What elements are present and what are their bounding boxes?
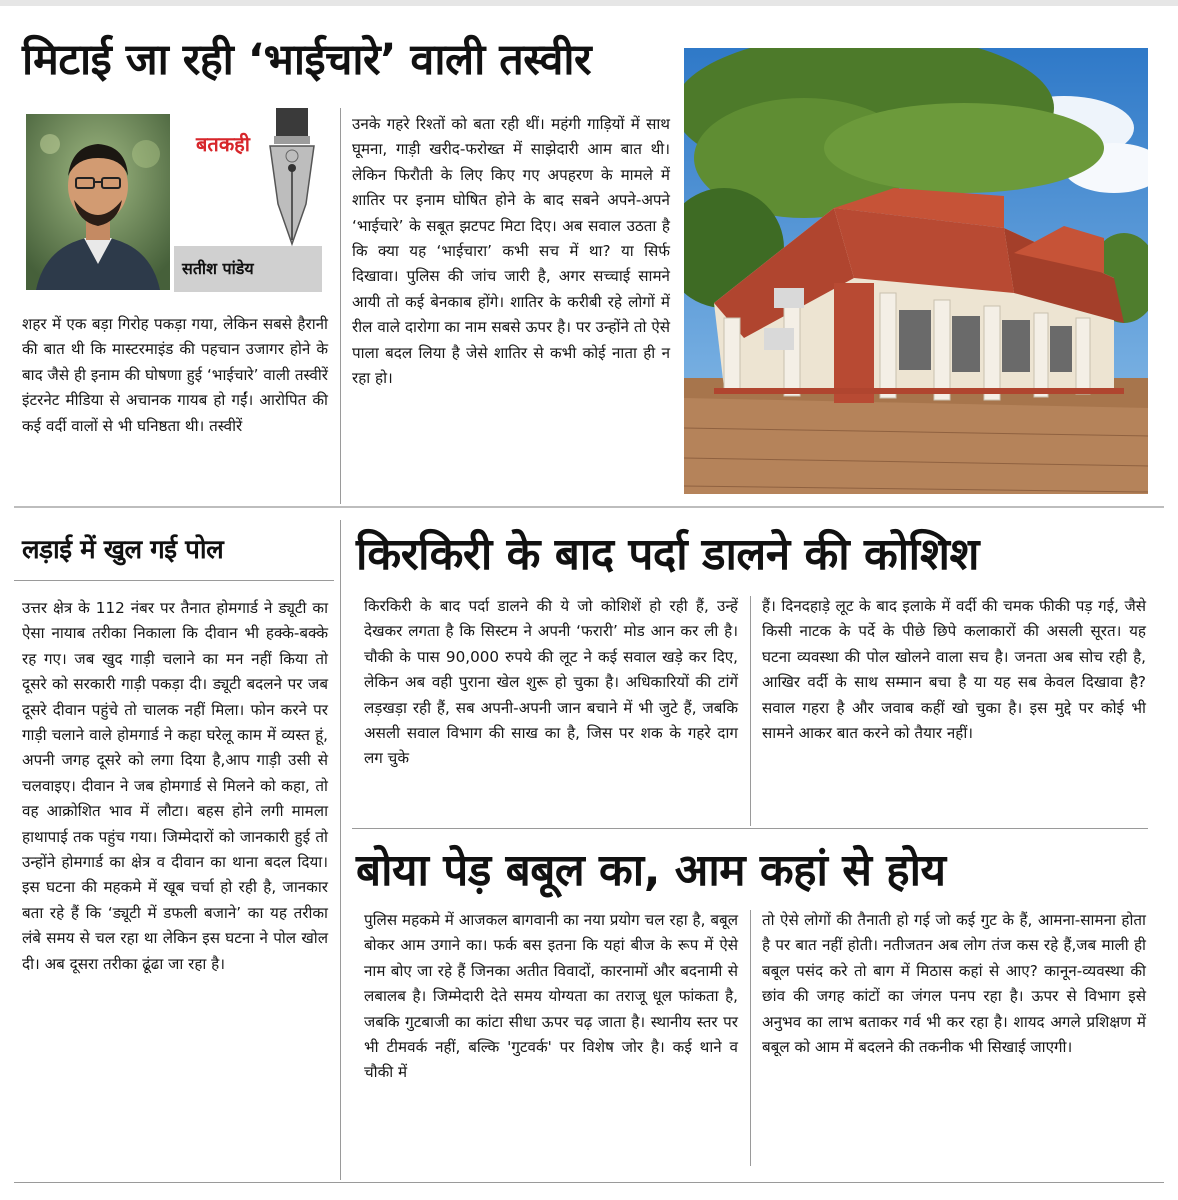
section-divider (14, 506, 1164, 508)
column-rule (340, 520, 341, 1180)
story3-column2 (762, 594, 1146, 746)
story3-text2: हैं। दिनदहाड़े लूट के बाद इलाके में वर्दी की चमक फीकी पड़ गई, जैसे किसी नाटक के पर्दे के पीछे छिपे कलाकारों की असली सूरत। यह घटना व्यवस्था की पोल खोलने वाला सच है। जनता अब सोच रही है, आखिर वर्दी के साथ सम्मान बचा है या यह सब केवल दिखावा है? सवाल गहरा है और जवाब कहीं खो चुका है। इस मुद्दे पर कोई भी सामने आकर बात करने को तैयार नहीं। (762, 597, 1146, 743)
story2-column (22, 596, 328, 977)
author-name: सतीश पांडेय (182, 259, 254, 278)
page-bottom-rule (14, 1182, 1164, 1183)
section-divider (352, 828, 1148, 829)
story1-column1 (22, 312, 328, 439)
columnist-portrait (26, 114, 170, 290)
story4-column2 (762, 908, 1146, 1060)
column-tag: बतकही (196, 132, 250, 156)
story1-column2 (352, 112, 670, 391)
story3-column1 (364, 594, 738, 772)
column-rule (750, 910, 751, 1166)
photo-police-station-building (684, 48, 1148, 494)
fountain-pen-nib-icon (262, 108, 322, 248)
column-rule (340, 108, 341, 504)
story1-headline: मिटाई जा रही ‘भाईचारे’ वाली तस्वीर (22, 35, 592, 85)
story2-headline-rule (14, 580, 334, 581)
story3-text1: किरकिरी के बाद पर्दा डालने की ये जो कोशिशें हो रही हैं, उन्हें देखकर लगता है कि सिस्टम ने अपनी ‘फरारी’ मोड आन कर ली है। चौकी के पास 90,000 रुपये की लूट ने कई सवाल खड़े कर दिए, लेकिन अब वही पुराना खेल शुरू हो चुका है। अधिकारियों की टांगें लड़खड़ा रही हैं, सब अपनी-अपनी जान बचाने में भी जुटे हैं, जबकि असली सवाल विभाग की साख का है, जिस पर शक के गहरे दाग लग चुके (364, 597, 738, 768)
page-top-edge (0, 0, 1178, 6)
story2-headline: लड़ाई में खुल गई पोल (22, 535, 224, 565)
column-rule (750, 596, 751, 826)
story1-text1: शहर में एक बड़ा गिरोह पकड़ा गया, लेकिन सबसे हैरानी की बात थी कि मास्टरमाइंड की पहचान उजागर होने के बाद जैसे ही इनाम की घोषणा हुई ‘भाईचारे’ वाली तस्वीरें इंटरनेट मीडिया से अचानक गायब हो गईं। आरोपित की कई वर्दी वालों से भी घनिष्ठता थी। तस्वीरें (22, 315, 328, 435)
story4-column1 (364, 908, 738, 1086)
story4-headline: बोया पेड़ बबूल का, आम कहां से होय (356, 845, 946, 896)
story4-text1: पुलिस महकमे में आजकल बागवानी का नया प्रयोग चल रहा है, बबूल बोकर आम उगाने का। फर्क बस इतना कि यहां बीज के रूप में ऐसे नाम बोए जा रहे हैं जिनका अतीत विवादों, कारनामों और बदनामी से लबालब है। जिम्मेदारी देते समय योग्यता का तराजू धूल फांकता है, जबकि गुटबाजी का कांटा सीधा ऊपर चढ़ जाता है। स्थानीय स्तर पर भी टीमवर्क नहीं, बल्कि 'गुटवर्क' पर विशेष जोर है। कई थाने व चौकी में (364, 911, 738, 1082)
story2-text: उत्तर क्षेत्र के 112 नंबर पर तैनात होमगार्ड ने ड्यूटी का ऐसा नायाब तरीका निकाला कि दीवान भी हक्के-बक्के रह गए। जब खुद गाड़ी चलाने का मन नहीं किया तो दूसरे को सरकारी गाड़ी पकड़ा दी। ड्यूटी बदलने पर जब दूसरे दीवान पहुंचे तो चालक नहीं मिला। फोन करने पर गाड़ी चलाने वाले होमगार्ड ने कहा घरेलू काम में व्यस्त हूं, अपनी जगह दूसरे को लगा दिया है,आप गाड़ी उसी से चलवाइए। दीवान ने जब होमगार्ड से मिलने को कहा, तो वह आक्रोशित भाव में लौटा। बहस होने लगी मामला हाथापाई तक पहुंच गया। जिम्मेदारों को जानकारी हुई तो उन्होंने होमगार्ड का क्षेत्र व दीवान का थाना बदल दिया। इस घटना की महकमे में खूब चर्चा हो रही है, जानकार बता रहे हैं कि ‘ड्यूटी में डफली बजाने’ का यह तरीका लंबे समय से चल रहा था लेकिन इस घटना ने पोल खोल दी। अब दूसरा तरीका ढूंढा जा रहा है। (22, 599, 328, 973)
story4-text2: तो ऐसे लोगों की तैनाती हो गई जो कई गुट के हैं, आमना-सामना होता है पर बात नहीं होती। नतीजतन अब लोग तंज कस रहे हैं,जब माली ही बबूल पसंद करे तो बाग में मिठास कहां से आए? कानून-व्यवस्था की छांव की जगह कांटों का जंगल पनप रहा है। ऊपर से विभाग इसे अनुभव का लाभ बताकर गर्व भी कर रहा है। शायद अगले प्रशिक्षण में बबूल को आम में बदलने की तकनीक भी सिखाई जाएगी। (762, 911, 1146, 1057)
story3-headline: किरकिरी के बाद पर्दा डालने की कोशिश (356, 529, 979, 580)
story1-text2: उनके गहरे रिश्तों को बता रही थीं। महंगी गाड़ियों में साथ घूमना, गाड़ी खरीद-फरोख्त में साझेदारी आम बात थी। लेकिन फिरौती के लिए किए गए अपहरण के मामले में शातिर पर इनाम घोषित होने के बाद सबने अपने-अपने ‘भाईचारे’ के सबूत झटपट मिटा दिए। अब सवाल उठता है कि क्या यह ‘भाईचारा’ कभी सच में था? या सिर्फ दिखावा। पुलिस की जांच जारी है, अगर सच्चाई सामने आयी तो कई बेनकाब होंगे। शातिर के करीबी रहे लोगों में रील वाले दारोगा का नाम सबसे ऊपर है। पर उन्होंने तो ऐसे पाला बदल लिया है जेसे शातिर से कभी कोई नाता ही न रहा हो। (352, 115, 670, 388)
